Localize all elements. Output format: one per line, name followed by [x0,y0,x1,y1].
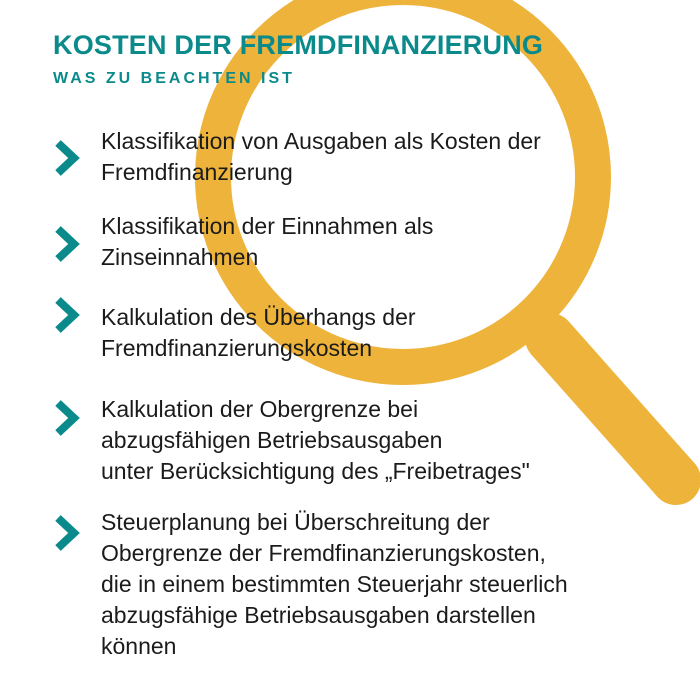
chevron-right-icon [52,139,82,177]
list-item-line: Klassifikation der Einnahmen als [101,213,434,239]
list-item-line: unter Berücksichtigung des „Freibetrages" [101,458,530,484]
list-item-text [101,507,568,662]
page-subtitle: WAS ZU BEACHTEN IST [53,70,295,87]
list-item-text [101,302,416,364]
list-item-line: können [101,633,177,659]
list-item-line: Zinseinnahmen [101,244,259,270]
list-item-line: Fremdfinanzierung [101,159,293,185]
chevron-right-icon [52,399,82,437]
list-item-line: Kalkulation der Obergrenze bei [101,396,419,422]
chevron-right-icon [52,296,82,334]
list-item-line: Kalkulation des Überhangs der [101,304,416,330]
list-item-text [101,211,433,273]
list-item-line: die in einem bestimmten Steuerjahr steuerlich [101,571,568,597]
list-item-line: Obergrenze der Fremdfinanzierungskosten, [101,540,546,566]
list-item-text [101,394,530,487]
page-title: KOSTEN DER FREMDFINANZIERUNG [53,30,544,60]
list-item-text [101,126,541,188]
list-item-line: abzugsfähige Betriebsausgaben darstellen [101,602,536,628]
list-item-line: Fremdfinanzierungskosten [101,335,373,361]
chevron-right-icon [52,514,82,552]
list-item-line: Steuerplanung bei Überschreitung der [101,509,490,535]
list-item-line: abzugsfähigen Betriebsausgaben [101,427,443,453]
chevron-right-icon [52,225,82,263]
list-item-line: Klassifikation von Ausgaben als Kosten der [101,128,541,154]
